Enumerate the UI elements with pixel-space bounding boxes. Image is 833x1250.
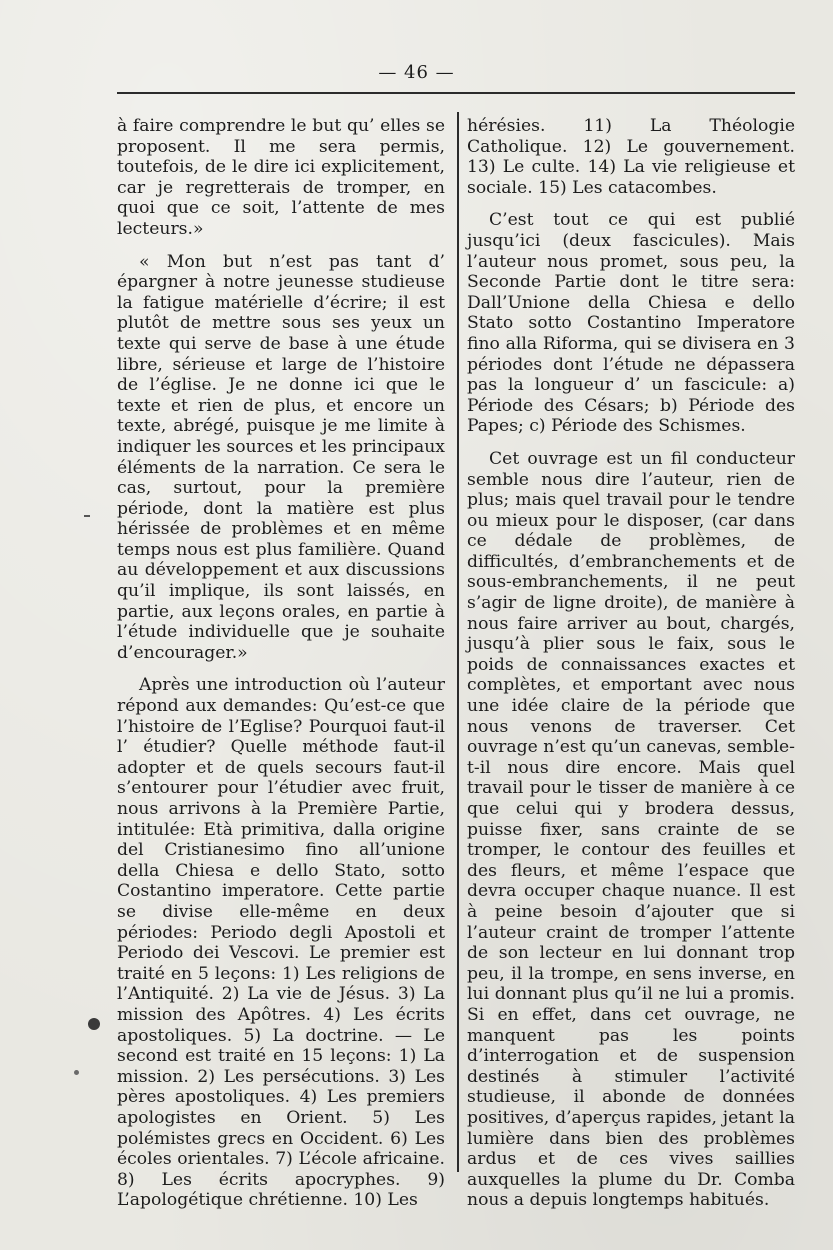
left-column: [117, 116, 445, 1211]
ink-speck: [74, 1070, 79, 1075]
paragraph: « Mon but n’est pas tant d’ épargner à notre jeunesse studieuse la fatigue matérielle d’écrire; il est plutôt de mettre sous ses yeux un texte qui serve de base à une étude libre, sérieuse et large de l’histoire de l’église. Je ne donne ici que le texte et rien de plus, et encore un texte, abrégé, puisque je me limite à indiquer les sources et les principaux éléments de la narration. Ce sera le cas, surtout, pour la première période, dont la matière est plus hérissée de problèmes et en même temps nous est plus familière. Quand au développement et aux discussions qu’il implique, ils sont laissés, en partie, aux leçons orales, en partie à l’étude individuelle que je souhaite d’encourager.»: [117, 251, 445, 663]
paragraph: hérésies. 11) La Théologie Catholique. 12) Le gouvernement. 13) Le culte. 14) La vie religieuse et sociale. 15) Les catacombes.: [467, 116, 795, 198]
paragraph: C’est tout ce qui est publié jusqu’ici (deux fascicules). Mais l’auteur nous promet, sous peu, la Seconde Partie dont le titre sera: Dall’Unione della Chiesa e dello Stato sotto Costantino Imperatore fino alla Riforma, qui se divisera en 3 périodes dont l’étude ne dépassera pas la longueur d’ un fascicule: a) Période des Césars; b) Période des Papes; c) Période des Schismes.: [467, 210, 795, 437]
right-column: [467, 116, 795, 1211]
margin-mark: [84, 515, 90, 517]
paragraph: Après une introduction où l’auteur répond aux demandes: Qu’est-ce que l’histoire de l’Eglise? Pourquoi faut-il l’ étudier? Quelle méthode faut-il adopter et de quels secours faut-il s’entourer pour l’étudier avec fruit, nous arrivons à la Première Partie, intitulée: Età primitiva, dalla origine del Cristianesimo fino all’unione della Chiesa e dello Stato, sotto Costantino imperatore. Cette partie se divise elle-même en deux périodes: Periodo degli Apostoli et Periodo dei Vescovi. Le premier est traité en 5 leçons: 1) Les religions de l’Antiquité. 2) La vie de Jésus. 3) La mission des Apôtres. 4) Les écrits apostoliques. 5) La doctrine. — Le second est traité en 15 leçons: 1) La mission. 2) Les persécutions. 3) Les pères apostoliques. 4) Les premiers apologistes en Orient. 5) Les polémistes grecs en Occident. 6) Les écoles orientales. 7) L’école africaine. 8) Les écrits apocryphes. 9) L’apologétique chrétienne. 10) Les: [117, 675, 445, 1211]
page-number: — 46 —: [378, 62, 455, 83]
paragraph: Cet ouvrage est un fil conducteur semble nous dire l’auteur, rien de plus; mais quel travail pour le tendre ou mieux pour le disposer, (car dans ce dédale de problèmes, de difficultés, d’embranchements et de sous-embranchements, il ne peut s’agir de ligne droite), de manière à nous faire arriver au bout, chargés, jusqu’à plier sous le faix, sous le poids de connaissances exactes et complètes, et emportant avec nous une idée claire de la période que nous venons de traverser. Cet ouvrage n’est qu’un canevas, semble-t-il nous dire encore. Mais quel travail pour le tisser de manière à ce que celui qui y brodera dessus, puisse fixer, sans crainte de se tromper, le contour des feuilles et des fleurs, et même l’espace que devra occuper chaque nuance. Il est à peine besoin d’ajouter que si l’auteur craint de tromper l’attente de son lecteur en lui donnant trop peu, il la trompe, en sens inverse, en lui donnant plus qu’il ne lui a promis. Si en effet, dans cet ouvrage, ne manquent pas les points d’interrogation et de suspension destinés à stimuler l’activité studieuse, il abonde de données positives, d’aperçus rapides, jetant la lumière dans bien des problèmes ardus et de ces vives saillies auxquelles la plume du Dr. Comba nous a depuis longtemps habitués.: [467, 448, 795, 1211]
paragraph: à faire comprendre le but qu’ elles se proposent. Il me sera permis, toutefois, de le dire ici explicitement, car je regretterais de tromper, en quoi que ce soit, l’attente de mes lecteurs.»: [117, 116, 445, 239]
ink-spot: [88, 1018, 100, 1030]
column-divider: [457, 112, 459, 1172]
header-rule: [117, 92, 795, 94]
